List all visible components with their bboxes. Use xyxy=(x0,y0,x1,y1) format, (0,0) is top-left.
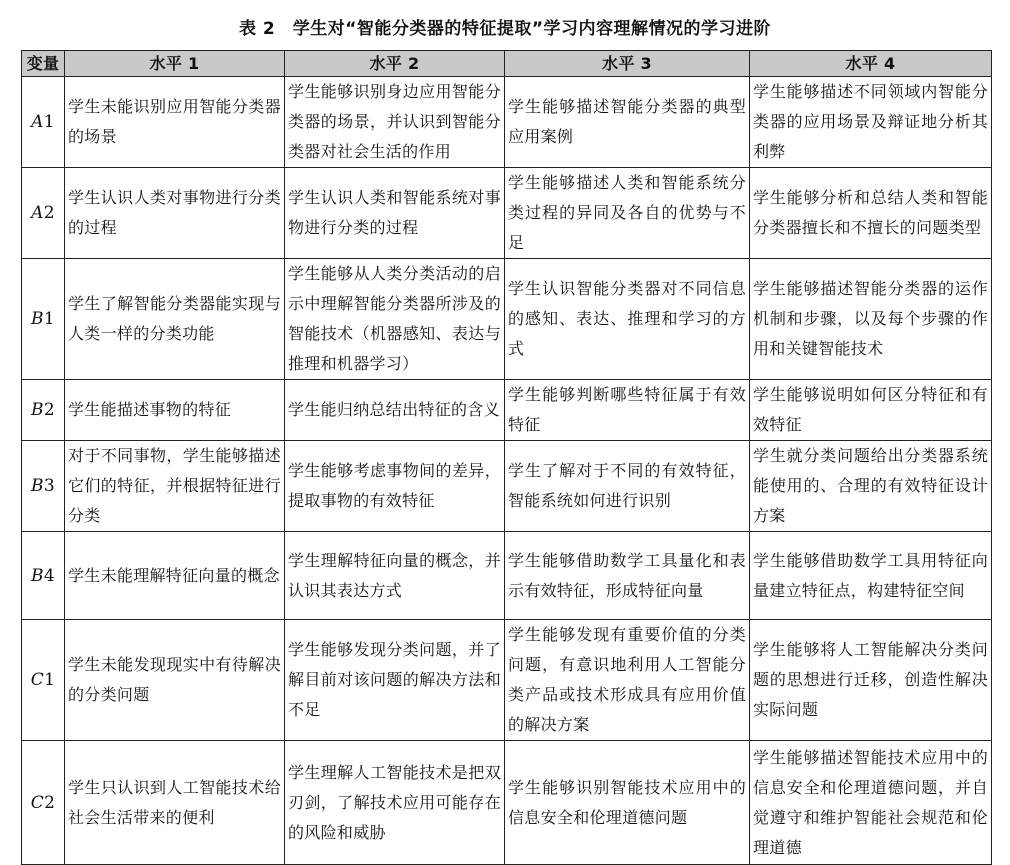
level-1-cell: 学生未能识别应用智能分类器的场景 xyxy=(65,77,285,168)
level-1-cell: 对于不同事物，学生能够描述它们的特征，并根据特征进行分类 xyxy=(65,441,285,532)
level-1-cell: 学生认识人类对事物进行分类的过程 xyxy=(65,168,285,259)
variable-number: 4 xyxy=(43,565,55,586)
level-4-cell: 学生能够说明如何区分特征和有效特征 xyxy=(750,380,992,441)
variable-number: 2 xyxy=(44,792,56,813)
level-4-cell: 学生能够描述不同领域内智能分类器的应用场景及辩证地分析其利弊 xyxy=(750,77,992,168)
variable-number: 2 xyxy=(43,203,55,223)
level-4-cell: 学生能够分析和总结人类和智能分类器擅长和不擅长的问题类型 xyxy=(750,168,992,259)
variable-letter: C xyxy=(30,792,45,813)
table-caption: 表 2 学生对“智能分类器的特征提取”学习内容理解情况的学习进阶 xyxy=(238,19,772,39)
variable-number: 3 xyxy=(43,476,55,496)
table-row xyxy=(22,168,992,259)
level-2-cell: 学生能归纳总结出特征的含义 xyxy=(285,380,505,441)
level-4-cell: 学生能够描述智能技术应用中的信息安全和伦理道德问题，并自觉遵守和维护智能社会规范和伦理道德 xyxy=(750,741,992,865)
level-3-cell: 学生能够判断哪些特征属于有效特征 xyxy=(505,380,750,441)
header-level-2: 水平 2 xyxy=(285,51,505,77)
header-level-4: 水平 4 xyxy=(750,51,992,77)
variable-number: 2 xyxy=(43,400,55,420)
level-2-cell: 学生认识人类和智能系统对事物进行分类的过程 xyxy=(285,168,505,259)
variable-letter: B xyxy=(31,565,44,586)
variable-cell xyxy=(22,532,65,620)
level-3-cell: 学生能够描述智能分类器的典型应用案例 xyxy=(505,77,750,168)
level-4-cell: 学生就分类问题给出分类器系统能使用的、合理的有效特征设计方案 xyxy=(750,441,992,532)
variable-cell xyxy=(22,259,65,380)
level-4-cell: 学生能够描述智能分类器的运作机制和步骤，以及每个步骤的作用和关键智能技术 xyxy=(750,259,992,380)
level-1-cell: 学生未能理解特征向量的概念 xyxy=(65,532,285,620)
variable-cell xyxy=(22,380,65,441)
level-1-cell: 学生只认识到人工智能技术给社会生活带来的便利 xyxy=(65,741,285,865)
level-3-cell: 学生能够借助数学工具量化和表示有效特征，形成特征向量 xyxy=(505,532,750,620)
level-3-cell: 学生认识智能分类器对不同信息的感知、表达、推理和学习的方式 xyxy=(505,259,750,380)
variable-letter: C xyxy=(30,670,45,690)
variable-cell xyxy=(22,741,65,865)
variable-cell xyxy=(22,441,65,532)
variable-letter: B xyxy=(31,400,44,420)
level-1-cell: 学生能描述事物的特征 xyxy=(65,380,285,441)
level-2-cell: 学生能够识别身边应用智能分类器的场景，并认识到智能分类器对社会生活的作用 xyxy=(285,77,505,168)
level-2-cell: 学生能够发现分类问题，并了解目前对该问题的解决方法和不足 xyxy=(285,620,505,741)
variable-number: 1 xyxy=(43,309,55,329)
variable-letter: B xyxy=(31,476,44,496)
level-2-cell: 学生能够考虑事物间的差异，提取事物的有效特征 xyxy=(285,441,505,532)
learning-progression-table xyxy=(21,50,992,865)
table-header-row xyxy=(22,51,992,77)
header-variable: 变量 xyxy=(22,51,65,77)
table-row xyxy=(22,259,992,380)
header-level-1: 水平 1 xyxy=(65,51,285,77)
header-level-3: 水平 3 xyxy=(505,51,750,77)
level-3-cell: 学生能够识别智能技术应用中的信息安全和伦理道德问题 xyxy=(505,741,750,865)
variable-letter: B xyxy=(31,309,44,329)
variable-letter: A xyxy=(31,203,44,223)
variable-letter: A xyxy=(31,112,44,132)
level-4-cell: 学生能够借助数学工具用特征向量建立特征点，构建特征空间 xyxy=(750,532,992,620)
level-3-cell: 学生能够描述人类和智能系统分类过程的异同及各自的优势与不足 xyxy=(505,168,750,259)
level-3-cell: 学生能够发现有重要价值的分类问题，有意识地利用人工智能分类产品或技术形成具有应用价值的解决方案 xyxy=(505,620,750,741)
table-row xyxy=(22,741,992,865)
variable-number: 1 xyxy=(44,670,56,690)
variable-number: 1 xyxy=(43,112,55,132)
variable-cell xyxy=(22,168,65,259)
level-1-cell: 学生未能发现现实中有待解决的分类问题 xyxy=(65,620,285,741)
table-row xyxy=(22,532,992,620)
table-row xyxy=(22,441,992,532)
level-1-cell: 学生了解智能分类器能实现与人类一样的分类功能 xyxy=(65,259,285,380)
level-3-cell: 学生了解对于不同的有效特征，智能系统如何进行识别 xyxy=(505,441,750,532)
table-row xyxy=(22,77,992,168)
level-2-cell: 学生理解特征向量的概念，并认识其表达方式 xyxy=(285,532,505,620)
level-2-cell: 学生理解人工智能技术是把双刃剑，了解技术应用可能存在的风险和威胁 xyxy=(285,741,505,865)
table-row xyxy=(22,620,992,741)
variable-cell xyxy=(22,620,65,741)
variable-cell xyxy=(22,77,65,168)
table-row xyxy=(22,380,992,441)
level-2-cell: 学生能够从人类分类活动的启示中理解智能分类器所涉及的智能技术（机器感知、表达与推理和机器学习） xyxy=(285,259,505,380)
level-4-cell: 学生能够将人工智能解决分类问题的思想进行迁移，创造性解决实际问题 xyxy=(750,620,992,741)
